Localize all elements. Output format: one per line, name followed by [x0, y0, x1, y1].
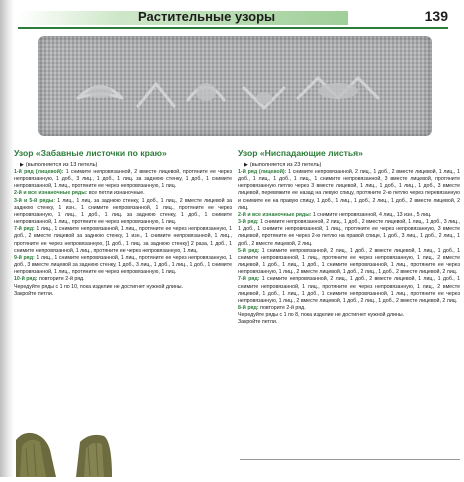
right-pattern-column: [238, 148, 460, 326]
knitted-leaf-graphic: [16, 426, 146, 477]
row-label: 2-й и все изнаночные ряды:: [238, 211, 312, 218]
instruction-row: [14, 276, 232, 283]
bottom-divider: [240, 459, 460, 460]
right-pattern-title: Узор «Ниспадающие листья»: [238, 148, 363, 158]
left-pattern-column: [14, 148, 232, 298]
row-label: 10-й ряд:: [14, 276, 38, 283]
pattern-note: Чередуйте ряды с 1 по 8, пока изделие не достигнет нужной длины.: [238, 312, 405, 319]
row-text: 1 снимите непровязанной, 4 лиц., 13 изн., 5 лиц.: [311, 211, 432, 218]
row-text: 1 лиц., 1 лиц. за заднюю стенку, 1 доб., 1 лиц., 2 вместе лицевой за заднюю стенку, 1 изн., 1 снимите непровязанной, 1 лиц., протяните ее через непровязанную, 1 лиц., 1 доб., 1 лиц. за заднюю стенку, 1 доб., 1 снимите непровязанной, 1 лиц., протяните ее через непровязанную, 1 лиц.: [14, 197, 232, 226]
section-title: Растительные узоры: [138, 9, 276, 24]
instruction-row: [238, 276, 460, 305]
row-label: 7-й ряд:: [14, 226, 35, 233]
left-pattern-instructions: [14, 169, 232, 298]
right-pattern-instructions: [238, 169, 460, 326]
row-label: 1-й ряд (лицевой):: [14, 169, 64, 175]
row-text: все петли изнаночные.: [87, 190, 145, 197]
left-pattern-title: Узор «Забавные листочки по краю»: [14, 148, 167, 158]
left-stitch-count: [20, 162, 232, 168]
instruction-row: [238, 248, 460, 277]
row-label: 3-й ряд:: [238, 219, 259, 226]
row-label: 3-й и 5-й ряды:: [14, 197, 56, 204]
triangle-bullet-icon: ▶: [244, 162, 248, 168]
right-stitch-count-text: (выполняется из 23 петель): [249, 162, 322, 168]
row-text: повторите 2-й ряд.: [258, 304, 306, 311]
row-text: повторите 2-й ряд.: [37, 276, 85, 283]
swatch-leaf-motifs: [38, 36, 432, 136]
instruction-row: [238, 219, 460, 248]
row-label: 2-й и все изнаночные ряды:: [14, 190, 88, 197]
row-text: 1 снимите непровязанной, 2 лиц., 1 доб., 2 вместе лицевой, 1 лиц., 1 доб., 1 снимите непровязанной, 1 лиц., протяните ее через непровязанную, 1 лиц., 2 вместе лицевой, 1 доб., 1 лиц., 1 доб., 1 снимите непровязанной, 1 лиц., протяните ее через непровязанную, 1 лиц., 2 вместе лицевой, 1 доб., 2 лиц., 1 доб., 2 вместе лицевой, 2 лиц.: [238, 276, 460, 304]
row-label: 5-й ряд:: [238, 247, 260, 254]
row-text: 1 снимите непровязанной, 2 лиц., 1 доб., 2 вместе лицевой, 1 лиц., 1 доб., 1 лиц., 1 доб., 1 лиц., 1 снимите непровязанной, 3 вместе лицевой, протяните непровязанную петлю через 3 вместе лицевой, 1 лиц., 1 доб., 1 лиц., 1 доб., 3 вместе лицевой, перевяжите ее назад на левую спицу, протяните 2-ю петлю через перевязанную и снимите ее на правую спицу, 1 доб., 1 лиц., 1 доб., 2 лиц., 1 доб., 2 вместе лицевой, 2 лиц.: [238, 169, 460, 211]
row-text: 1 лиц., 1 снимите непровязанной, 1 лиц., протяните ее через непровязанную, 1 доб., 2 вместе лицевой за заднюю стенку, 1 изн., 1 снимите непровязанной, 1 лиц., протяните ее через непровязанную, [1 доб., 1 лиц. за заднюю стенку] 2 раза, 1 доб., 1 снимите непровязанной, 1 лиц., протяните ее через непровязанную, 1 лиц.: [14, 226, 232, 254]
row-text: 1 лиц., 1 снимите непровязанной, 1 лиц., протяните ее через непровязанную, 1 доб., 3 вместе лицевой за заднюю стенку, 1 доб., 3 лиц., 1 доб., 1 лиц., 1 доб., 1 снимите непровязанной, 1 лиц., протяните ее через непровязанную, 1 лиц.: [14, 254, 232, 276]
triangle-bullet-icon: ▶: [20, 162, 24, 168]
row-text: 1 снимите непровязанной, 2 лиц., 1 доб., 2 вместе лицевой, 1 лиц., 1 доб., 3 лиц., 1 доб., 1 снимите непровязанной, 1 лиц., протяните ее через непровязанную, 3 вместе лицевой, протяните ее через 2-ю петлю на правой спице, 1 доб., 3 лиц., 1 доб., 2 лиц., 1 доб., 2 вместе лицевой, 2 лиц.: [238, 219, 460, 247]
instruction-row: [14, 190, 232, 197]
row-label: 1-й ряд (лицевой):: [238, 169, 287, 175]
page-binding-shadow: [0, 0, 14, 477]
instruction-row: [238, 169, 460, 212]
pattern-note: Закройте петли.: [238, 319, 278, 326]
knitted-swatch-photo: [38, 36, 432, 136]
row-label: 9-й ряд:: [14, 254, 35, 261]
page-number: 139: [424, 8, 448, 24]
pattern-note: Закройте петли.: [14, 290, 54, 297]
instruction-row: [14, 198, 232, 227]
instruction-row: [14, 169, 232, 190]
page-header: [18, 9, 448, 29]
row-text: 1 снимите непровязанной, 2 вместе лицевой, протяните ее через непровязанную, 1 доб., 3 лиц., 1 доб., 1 лиц. за заднюю стенку, 1 доб., 1 снимите непровязанной, 1 лиц., протяните ее через непровязанную, 1 лиц.: [14, 169, 232, 190]
right-stitch-count: [244, 162, 460, 168]
row-label: 7-й ряд:: [238, 276, 260, 283]
left-stitch-count-text: (выполняется из 13 петель): [25, 162, 98, 168]
pattern-note: Чередуйте ряды с 1 по 10, пока изделие не достигнет нужной длины.: [14, 283, 184, 290]
row-label: 8-й ряд:: [238, 304, 259, 311]
knitted-leaf-photo: [16, 426, 146, 477]
instruction-row: [14, 255, 232, 276]
row-text: 1 снимите непровязанной, 2 лиц., 1 доб., 2 вместе лицевой, 1 лиц., 1 доб., 1 снимите непровязанной, 1 лиц., протяните ее через непровязанную, 1 лиц., 2 вместе лицевой, 1 доб., 1 лиц., 1 доб., 1 снимите непровязанной, 1 лиц., протяните ее через непровязанную, 1 лиц., 2 вместе лицевой, 1 доб., 2 лиц., 1 доб., 2 вместе лицевой, 2 лиц.: [238, 247, 460, 276]
instruction-row: [14, 226, 232, 255]
